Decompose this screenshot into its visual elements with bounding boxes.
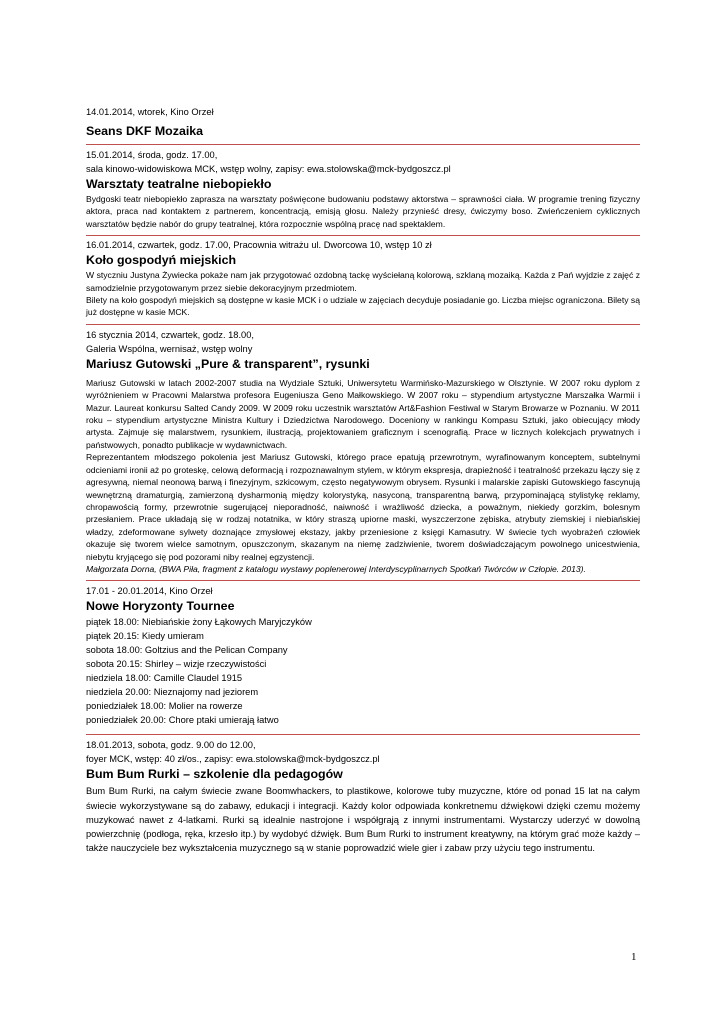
event-gutowski-exhibition (86, 328, 640, 576)
event-meta-place: sala kinowo-widowiskowa MCK, wstęp wolny, zapisy: ewa.stolowska@mck-bydgoszcz.pl (86, 164, 451, 174)
event-meta: 17.01 - 20.01.2014, Kino Orzeł (86, 586, 213, 597)
event-meta-place: foyer MCK, wstęp: 40 zł/os., zapisy: ewa.stolowska@mck-bydgoszcz.pl (86, 754, 380, 765)
screening-item: poniedziałek 20.00: Chore ptaki umierają łatwo (86, 715, 279, 726)
section-divider (86, 235, 640, 236)
artist-review: Reprezentantem młodszego pokolenia jest Mariusz Gutowski, którego prace epatują przewrotnym, wyrafinowanym konceptem, subtelnymi odcieniami ironii aż po groteskę, celową deformacją i rozpoznawalnym stylem, w którym ekspresja, drapieżność i teatralność przekazu łączy się z agresywną, niemal neonową barwą i finezyjnym, szkicowym, często negatywowym obrysem. Rysunki i malarskie zapiski Gutowskiego fascynują wewnętrzną dramaturgią, zamierzoną dysharmonią między kolorystyką, nasyconą, transparentną barwą, przypominającą stylistykę reklamy, chropawością formy, przewrotnie sugerującej nieporadność, naiwność i wrażliwość dziecka, a poważnym, niekiedy gorzkim, bolesnym przesłaniem. Prace układają się w rodzaj notatnika, w który straszą upiorne maski, wyszczerzone zębiska, atrybuty ziemskiej i niebiańskiej władzy, zdeformowane sylwety doznające zmysłowej ekstazy, jakby przeniesione z księgi Kamasutry. W świecie tych wyobrażeń człowiek okazuje się tworem wielce samotnym, opuszczonym, skazanym na niemę zadziwienie, tworem doświadczającym powolnego unicestwienia, niebytu kryjącego się pod pozorami niby realnej egzystencji. (86, 452, 640, 562)
event-kolo-gospodyn (86, 238, 640, 319)
event-title: Nowe Horyzonty Tournee (86, 599, 235, 614)
event-description: Bum Bum Rurki, na całym świecie zwane Boomwhackers, to plastikowe, kolorowe tuby muzyczne, które od ponad 15 lat na całym świecie wykorzystywane są do zabawy, edukacji i integracji. Każdy kolor odpowiada konkretnemu dźwiękowi dzięki czemu możemy muzykować nawet z 4-latkami. Rurki są idealnie nastrojone i współgrają z innymi instrumentami. Wystarczy uderzyć w dowolną powierzchnię (podłoga, ręka, krzesło itp.) by wydobyć dźwięk. Bum Bum Rurki to instrument kreatywny, na którym grać może każdy – także nauczyciele bez wykształcenia muzycznego są w stanie poprowadzić wiele gier i zabaw przy użyciu tego instrumentu. (86, 786, 640, 854)
page-number: 1 (631, 951, 637, 963)
event-nowe-horyzonty (86, 584, 640, 727)
event-meta-date: 15.01.2014, środa, godz. 17.00, (86, 150, 218, 160)
screening-schedule (86, 615, 640, 727)
screening-item: niedziela 18.00: Camille Claudel 1915 (86, 673, 243, 684)
section-divider (86, 324, 640, 325)
event-title: Koło gospodyń miejskich (86, 253, 237, 268)
event-warsztaty-teatralne (86, 148, 640, 230)
event-meta: 14.01.2014, wtorek, Kino Orzeł (86, 107, 214, 117)
event-title: Seans DKF Mozaika (86, 124, 204, 138)
section-divider (86, 580, 640, 581)
event-tickets-info: Bilety na koło gospodyń miejskich są dostępne w kasie MCK i o udziale w zajęciach decyduje posiadanie go. Liczba miejsc ograniczona. Bilety są już dostępne w kasie MCK. (86, 295, 640, 318)
artist-bio: Mariusz Gutowski w latach 2002-2007 studia na Wydziale Sztuki, Uniwersytetu Warmińsko-Mazurskiego w Olsztynie. W 2007 roku dyplom z wyróżnieniem w Pracowni Malarstwa profesora Eugeniusza Geno Małkowskiego. W 2007 roku – stypendium artystyczne Marszałka Warmii i Mazur. Laureat konkursu Salted Candy 2009. W 2009 roku uczestnik warsztatów Art&Fashion Festiwal w Starym Browarze w Poznaniu. W 2011 roku – stypendium artystyczne Ministra Kultury i Dziedzictwa Narodowego. Doceniony w rankingu Kompasu Sztuki, jako obiecujący młody artysta. Zajmuje się malarstwem, rysunkiem, ilustracją, projektowaniem graficznym i scenografią. Prace w licznych kolekcjach prywatnych i państwowych, ponadto publikacje w wydawnictwach. (86, 377, 640, 450)
screening-item: niedziela 20.00: Nieznajomy nad jeziorem (86, 687, 259, 698)
event-meta-date: 18.01.2013, sobota, godz. 9.00 do 12.00, (86, 740, 256, 751)
event-seans-dkf (86, 105, 640, 139)
screening-item: sobota 20.15: Shirley – wizje rzeczywistości (86, 659, 267, 670)
event-description: W styczniu Justyna Żywiecka pokaże nam jak przygotować ozdobną tackę wyściełaną kolorową, szklaną mozaiką. Każda z Pań wyjdzie z zajęć z samodzielnie przygotowanym przez siebie dekoracyjnym przedmiotem. (86, 270, 640, 293)
screening-item: sobota 18.00: Goltzius and the Pelican Company (86, 645, 288, 656)
section-divider (86, 734, 640, 735)
event-meta-date: 16 stycznia 2014, czwartek, godz. 18.00, (86, 329, 254, 340)
event-title: Bum Bum Rurki – szkolenie dla pedagogów (86, 767, 343, 782)
event-meta: 16.01.2014, czwartek, godz. 17.00, Pracownia witrażu ul. Dworcowa 10, wstęp 10 zł (86, 240, 432, 251)
event-meta-place: Galeria Wspólna, wernisaż, wstęp wolny (86, 343, 253, 354)
event-description: Bydgoski teatr niebopiekło zaprasza na warsztaty poświęcone budowaniu podstawy aktorstwa – sprawności ciała. W programie trening fizyczny aktora, praca nad kontaktem z partnerem, koncentracją, emisją głosu. Należy przynieść dresy, ćwiczymy boso. Zwieńczeniem cyklicznych warsztatów będzie nabór do grupy teatralnej, która rozpocznie wspólną pracę nad spektaklem. (86, 194, 640, 229)
event-title: Warsztaty teatralne niebopiekło (86, 177, 272, 191)
review-citation: Małgorzata Dorna, (BWA Piła, fragment z katalogu wystawy poplenerowej Interdyscyplinarnych Spotkań Twórców w Człopie. 2013). (86, 563, 586, 574)
event-bum-bum-rurki (86, 738, 640, 855)
screening-item: piątek 20.15: Kiedy umieram (86, 631, 204, 642)
event-title: Mariusz Gutowski „Pure & transparent”, rysunki (86, 356, 370, 371)
screening-item: piątek 18.00: Niebiańskie żony Łąkowych Maryjczyków (86, 617, 312, 628)
screening-item: poniedziałek 18.00: Molier na rowerze (86, 701, 243, 712)
document-page (86, 100, 640, 855)
section-divider (86, 144, 640, 145)
